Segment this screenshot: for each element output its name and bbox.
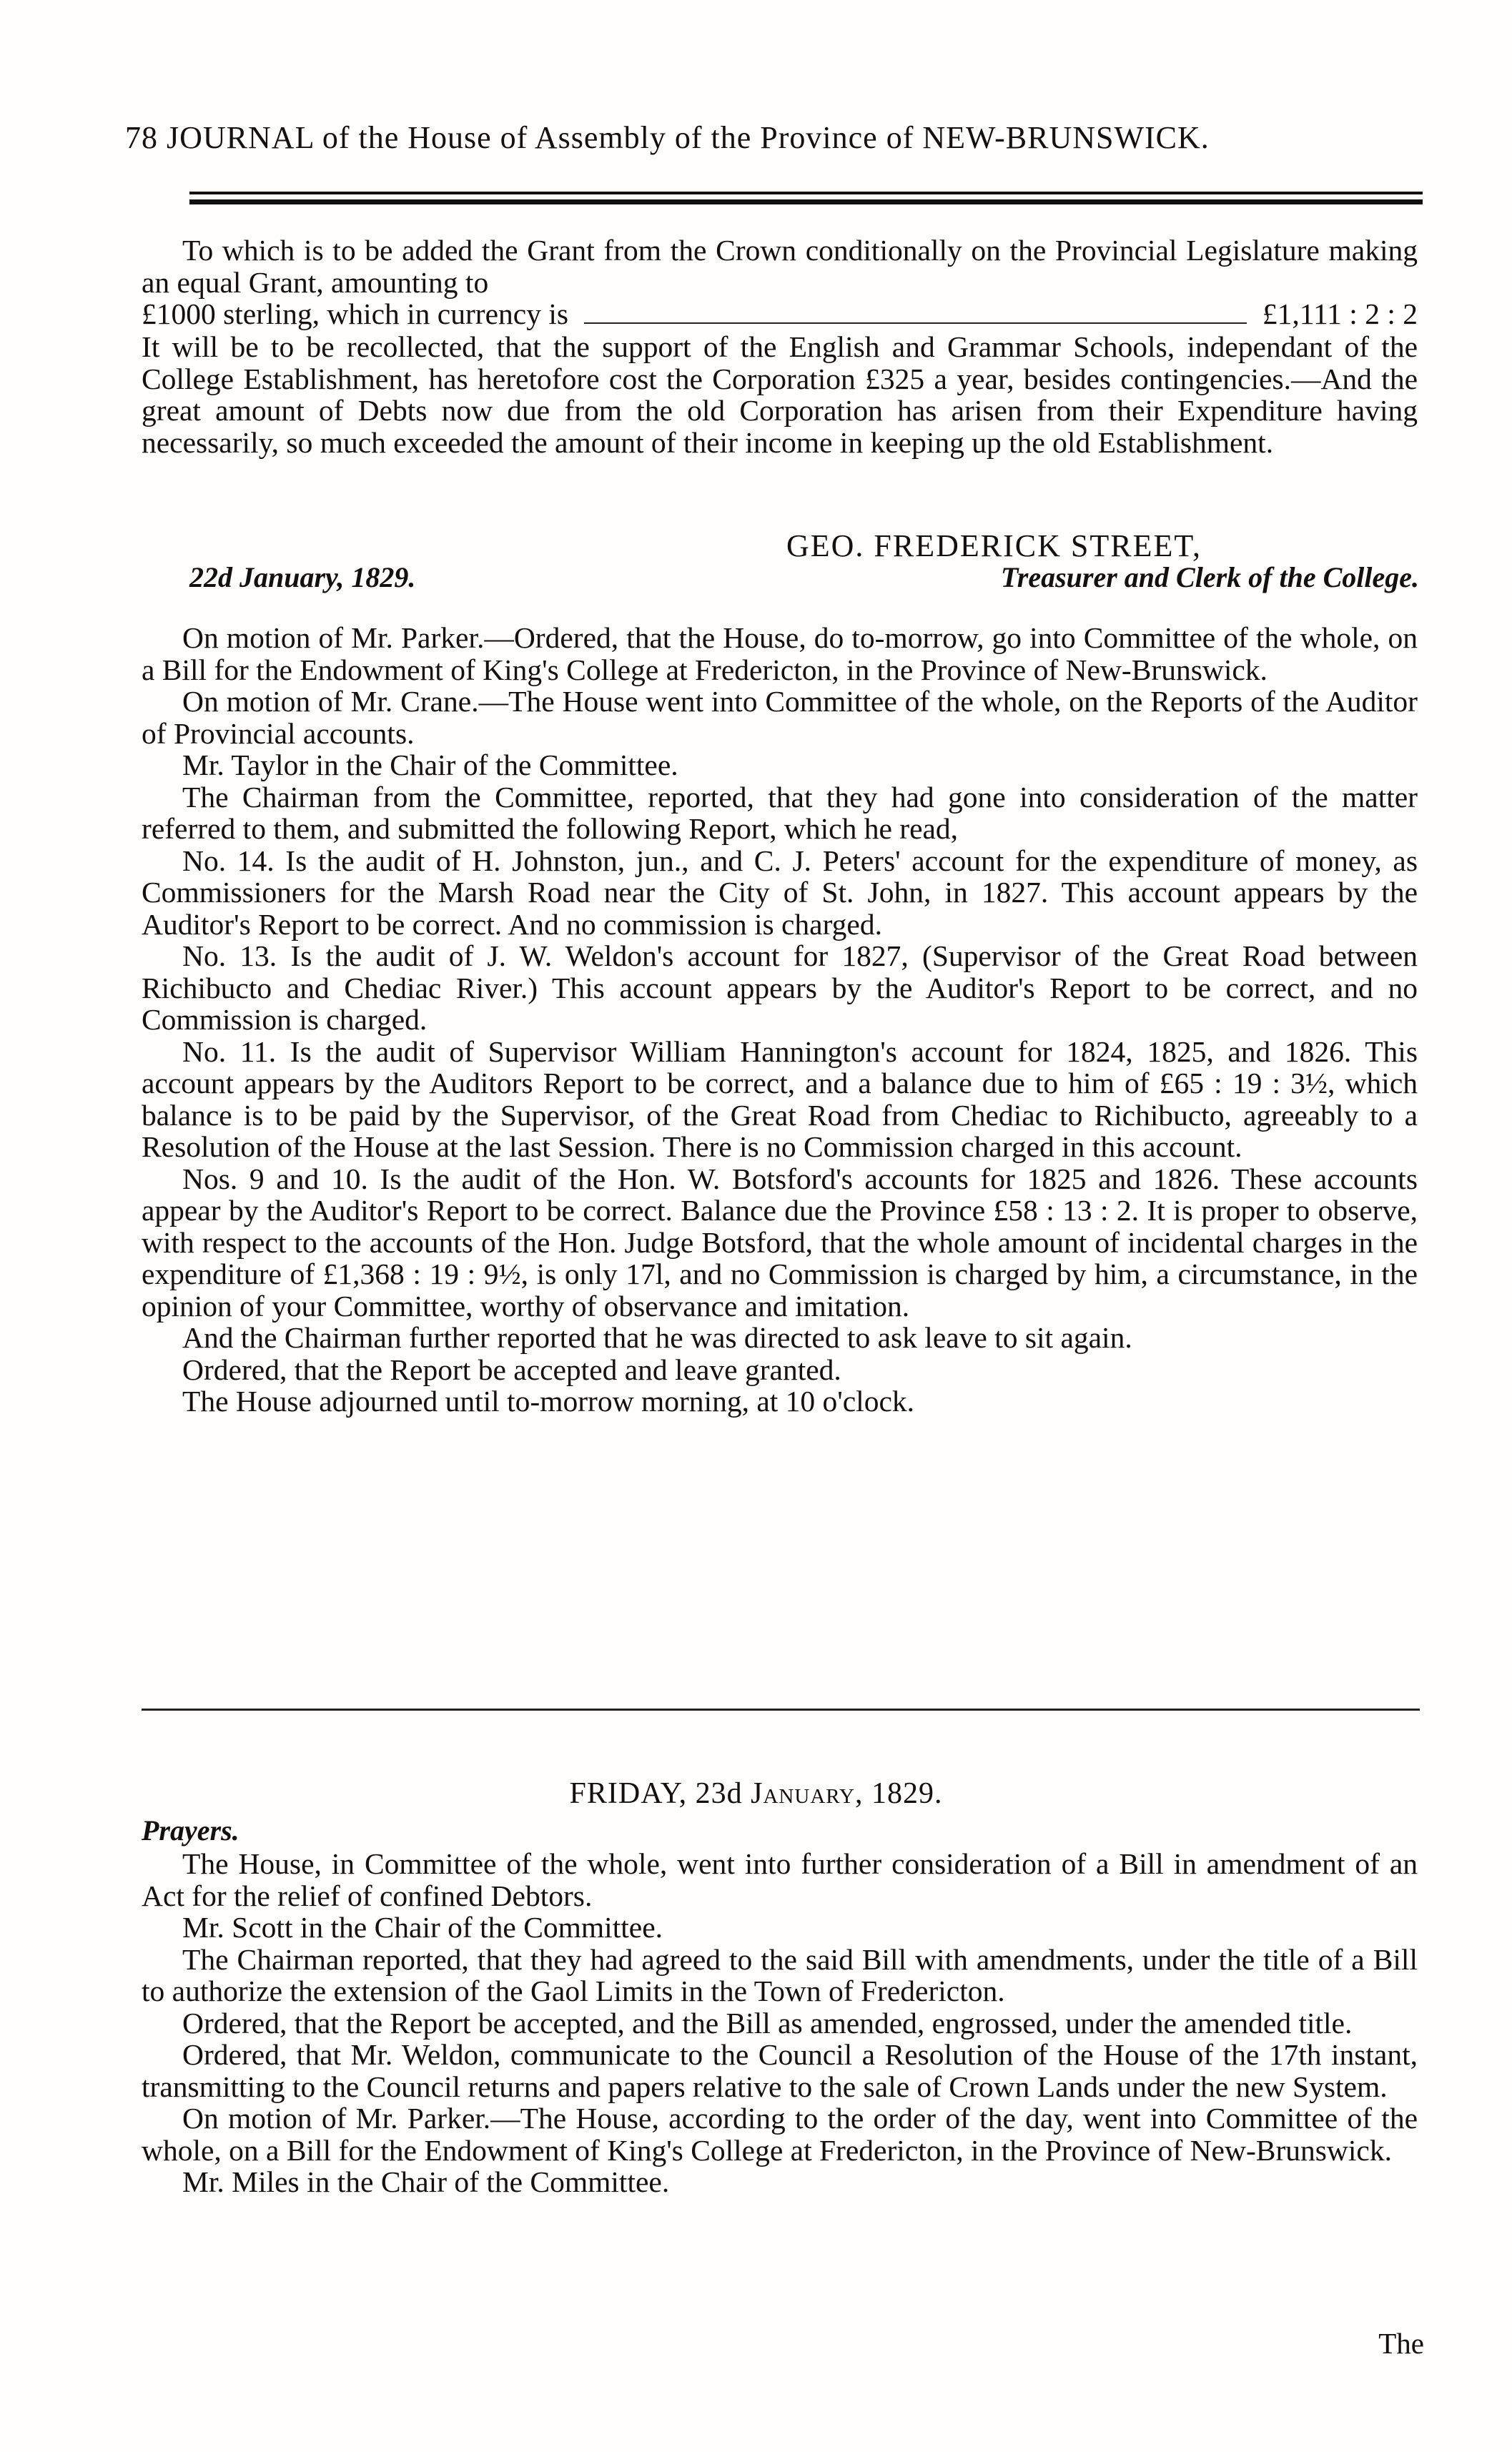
proceeding-paragraph: Mr. Taylor in the Chair of the Committee. <box>182 748 678 781</box>
proceeding-paragraph: Mr. Scott in the Chair of the Committee. <box>182 1911 663 1944</box>
proceedings-23rd <box>142 1848 1418 2198</box>
proceeding-paragraph: On motion of Mr. Parker.—Ordered, that the House, do to-morrow, go into Committee of the whole, on a Bill for the Endowment of King's College at Fredericton, in the Province of New-Brunswick. <box>142 621 1418 686</box>
recollect-paragraph: It will be to be recollected, that the support of the English and Grammar Schools, independant of the College Establishment, has heretofore cost the Corporation £325 a year, besides contingencies.—And the great amount of Debts now due from the old Corporation has arisen from their Expenditure having necessarily, so much exceeded the amount of their income in keeping up the old Establishment. <box>142 330 1418 459</box>
day-heading <box>0 1776 1512 1811</box>
grant-amount: £1,111 : 2 : 2 <box>1262 297 1418 330</box>
section-divider <box>142 1709 1420 1711</box>
signatory-name: GEO. FREDERICK STREET, <box>786 528 1202 563</box>
signatory-role: Treasurer and Clerk of the College. <box>1000 561 1419 593</box>
running-header: 78 JOURNAL of the House of Assembly of the Province of NEW-BRUNSWICK. <box>125 120 1210 155</box>
prayers-label: Prayers. <box>142 1814 239 1847</box>
signature-date: 22d January, 1829. <box>189 561 416 593</box>
proceeding-paragraph: Ordered, that the Report be accepted, and the Bill as amended, engrossed, under the amended title. <box>182 2006 1353 2040</box>
audit-item-13: No. 13. Is the audit of J. W. Weldon's account for 1827, (Supervisor of the Great Road between Richibucto and Chediac River.) This account appears by the Auditor's Report to be correct, and no Commission is charged. <box>142 939 1418 1036</box>
proceeding-paragraph: The House, in Committee of the whole, went into further consideration of a Bill in amendment of an Act for the relief of confined Debtors. <box>142 1847 1418 1912</box>
audit-item-11: No. 11. Is the audit of Supervisor William Hannington's account for 1824, 1825, and 1826. This account appears by the Auditors Report to be correct, and a balance due to him of £65 : 19 : 3½, which balance is to be paid by the Supervisor, of the Great Road from Chediac to Richibucto, agreeably to a Resolution of the House at the last Session. There is no Commission charged in this account. <box>142 1034 1418 1163</box>
proceeding-paragraph: Ordered, that the Report be accepted and leave granted. <box>182 1353 841 1386</box>
catchword: The <box>1378 2327 1424 2360</box>
audit-item-14: No. 14. Is the audit of H. Johnston, jun., and C. J. Peters' account for the expenditure of money, as Commissioners for the Marsh Road near the City of St. John, in 1827. This account appears by the Auditor's Report to be correct. And no commission is charged. <box>142 844 1418 941</box>
day-heading-month: January <box>751 1777 855 1810</box>
proceedings-22nd <box>142 622 1418 1418</box>
header-double-rule <box>189 192 1423 204</box>
proceeding-paragraph: On motion of Mr. Parker.—The House, according to the order of the day, went into Committee of the whole, on a Bill for the Endowment of King's College at Fredericton, in the Province of New-Brunswick. <box>142 2102 1418 2167</box>
proceeding-paragraph: Ordered, that Mr. Weldon, communicate to the Council a Resolution of the House of the 17th instant, transmitting to the Council returns and papers relative to the sale of Crown Lands under the new System. <box>142 2038 1418 2103</box>
proceeding-paragraph: The Chairman from the Committee, reported, that they had gone into consideration of the matter referred to them, and submitted the following Report, which he read, <box>142 780 1418 845</box>
grant-line <box>142 298 1418 331</box>
leader-line <box>584 322 1247 324</box>
proceeding-paragraph: And the Chairman further reported that he was directed to ask leave to sit again. <box>182 1321 1132 1354</box>
proceeding-paragraph: The Chairman reported, that they had agreed to the said Bill with amendments, under the title of a Bill to authorize the extension of the Gaol Limits in the Town of Fredericton. <box>142 1942 1418 2007</box>
day-heading-year: , 1829. <box>854 1777 943 1810</box>
proceeding-paragraph: Mr. Miles in the Chair of the Committee. <box>182 2165 670 2198</box>
day-heading-day: FRIDAY, 23d <box>569 1777 743 1810</box>
grant-currency-text: £1000 sterling, which in currency is <box>142 297 569 330</box>
audit-item-9-10: Nos. 9 and 10. Is the audit of the Hon. W. Botsford's accounts for 1825 and 1826. These accounts appear by the Auditor's Report to be correct. Balance due the Province £58 : 13 : 2. It is proper to observe, with respect to the accounts of the Hon. Judge Botsford, that the whole amount of incidental charges in the expenditure of £1,368 : 19 : 9½, is only 17l, and no Commission is charged by him, a circumstance, in the opinion of your Committee, worthy of observance and imitation. <box>142 1162 1418 1323</box>
college-report <box>142 234 1418 458</box>
adjournment: The House adjourned until to-morrow morning, at 10 o'clock. <box>182 1385 915 1418</box>
proceeding-paragraph: On motion of Mr. Crane.—The House went into Committee of the whole, on the Reports of the Auditor of Provincial accounts. <box>142 685 1418 750</box>
grant-text: To which is to be added the Grant from the Crown conditionally on the Provincial Legislature making an equal Grant, amounting to <box>142 234 1418 299</box>
